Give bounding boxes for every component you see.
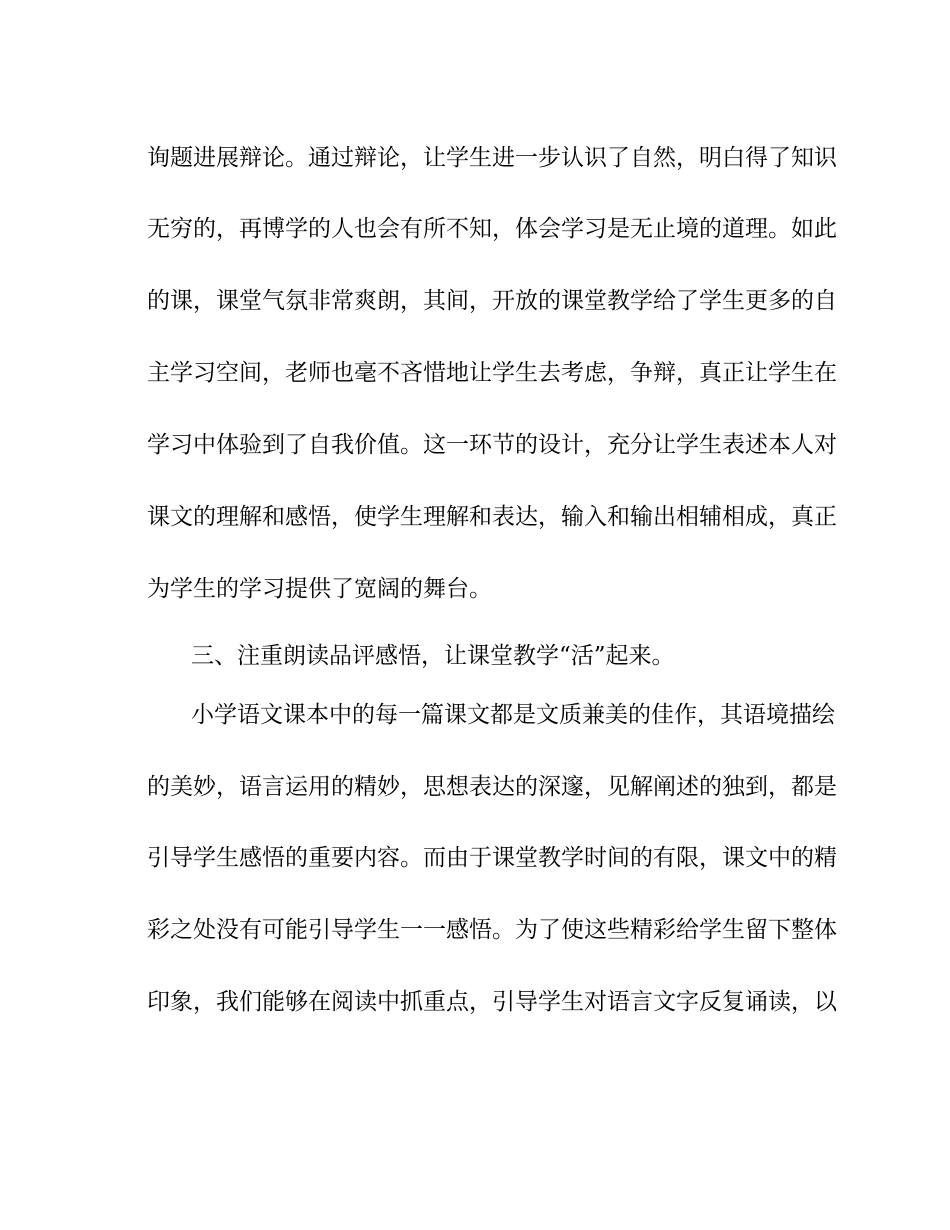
paragraph-line: 引导学生感悟的重要内容。而由于课堂教学时间的有限，课文中的精 bbox=[147, 845, 837, 871]
paragraph-line: 的课，课堂气氛非常爽朗，其间，开放的课堂教学给了学生更多的自 bbox=[147, 288, 837, 314]
paragraph-line: 小学语文课本中的每一篇课文都是文质兼美的佳作，其语境描绘 bbox=[191, 702, 835, 728]
paragraph-line: 的美妙，语言运用的精妙，思想表达的深邃，见解阐述的独到，都是 bbox=[147, 774, 837, 800]
paragraph-line: 彩之处没有可能引导学生一一感悟。为了使这些精彩给学生留下整体 bbox=[147, 917, 837, 943]
paragraph-line: 为学生的学习提供了宽阔的舞台。 bbox=[147, 576, 492, 602]
section-heading: 三、注重朗读品评感悟，让课堂教学“活”起来。 bbox=[191, 643, 675, 669]
paragraph-line: 课文的理解和感悟，使学生理解和表达，输入和输出相辅相成，真正 bbox=[147, 504, 837, 530]
paragraph-line: 无穷的，再博学的人也会有所不知，体会学习是无止境的道理。如此 bbox=[147, 216, 837, 242]
paragraph-line: 主学习空间，老师也毫不吝惜地让学生去考虑，争辩，真正让学生在 bbox=[147, 360, 837, 386]
paragraph-line: 询题进展辩论。通过辩论，让学生进一步认识了自然，明白得了知识 bbox=[147, 145, 837, 171]
paragraph-line: 印象，我们能够在阅读中抓重点，引导学生对语言文字反复诵读，以 bbox=[147, 989, 837, 1015]
paragraph-line: 学习中体验到了自我价值。这一环节的设计，充分让学生表述本人对 bbox=[147, 432, 837, 458]
